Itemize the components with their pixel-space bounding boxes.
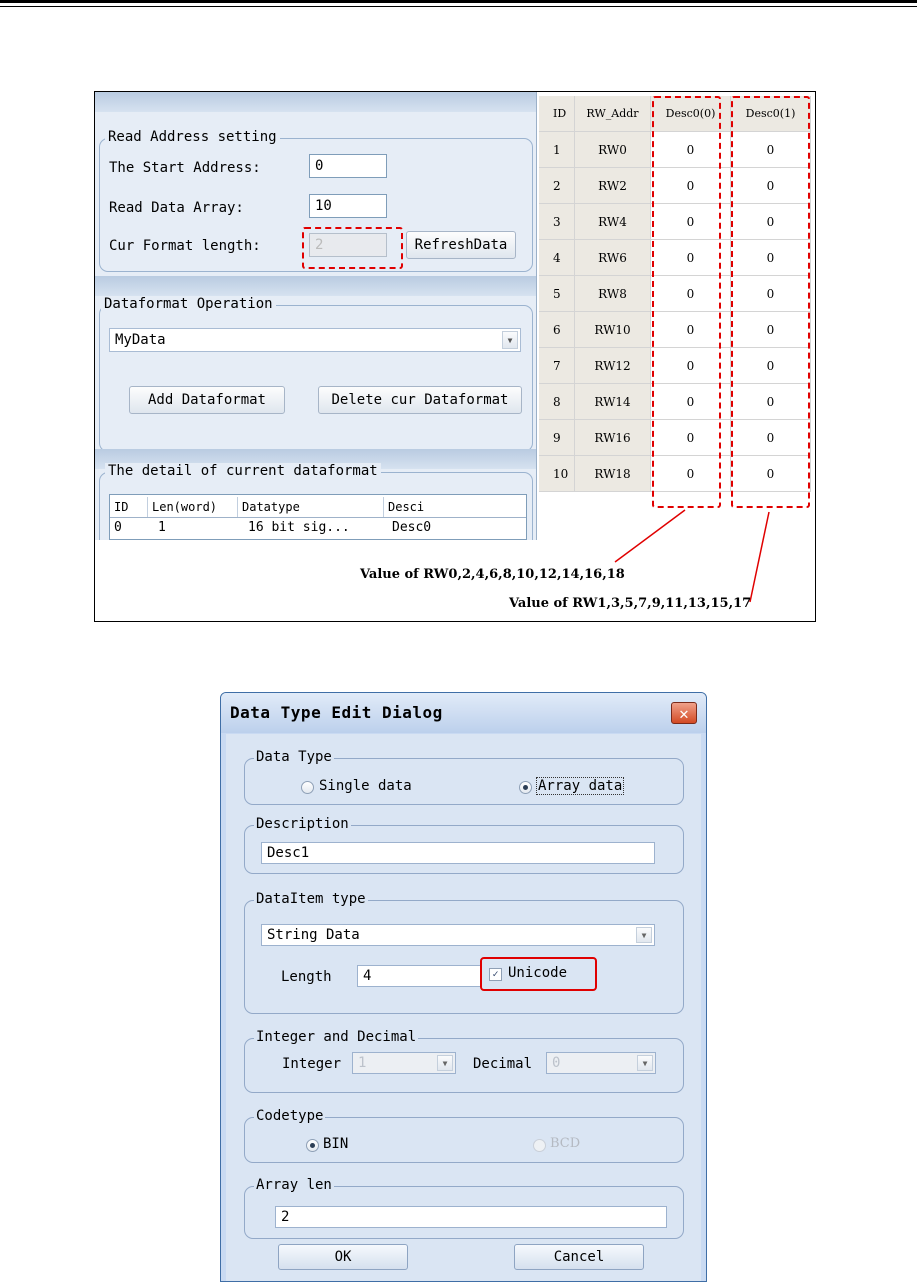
decimal-label: Decimal <box>473 1056 533 1072</box>
grid-col-id: ID <box>539 96 575 132</box>
grid-col-addr: RW_Addr <box>575 96 651 132</box>
grid-cell-id: 5 <box>539 276 575 312</box>
grid-cell-value[interactable]: 0 <box>731 240 811 276</box>
grid-cell-addr: RW18 <box>575 456 651 492</box>
grid-cell-value[interactable]: 0 <box>731 348 811 384</box>
integer-select <box>352 1052 456 1074</box>
grid-cell-value[interactable]: 0 <box>651 132 731 168</box>
array-len-input[interactable]: 2 <box>275 1206 667 1228</box>
even-values-caption: Value of RW0,2,4,6,8,10,12,14,16,18 <box>360 567 625 582</box>
single-data-label[interactable]: Single data <box>319 778 412 794</box>
page-top-rule-thin <box>0 6 917 7</box>
bin-label[interactable]: BIN <box>323 1136 349 1152</box>
grid-cell-id: 6 <box>539 312 575 348</box>
detail-cell-desc: Desc0 <box>392 520 432 535</box>
dataformat-select-value: MyData <box>115 332 166 348</box>
grid-cell-value[interactable]: 0 <box>651 312 731 348</box>
grid-cell-value[interactable]: 0 <box>651 456 731 492</box>
detail-cell-datatype: 16 bit sig... <box>248 520 350 535</box>
cancel-button[interactable]: Cancel <box>514 1244 644 1270</box>
odd-pointer-line <box>750 512 769 602</box>
grid-cell-id: 8 <box>539 384 575 420</box>
bin-radio[interactable] <box>306 1139 319 1152</box>
dialog-body <box>226 734 701 1282</box>
dataitem-type-select-value: String Data <box>267 927 360 943</box>
codetype-group-title: Codetype <box>256 1108 324 1124</box>
start-address-label: The Start Address: <box>109 160 261 176</box>
chevron-down-icon[interactable]: ▼ <box>636 927 652 943</box>
detail-col-datatype: Datatype <box>238 497 384 517</box>
chevron-down-icon[interactable]: ▼ <box>502 331 518 349</box>
close-icon[interactable]: ✕ <box>671 702 697 724</box>
cur-format-input: 2 <box>309 233 387 257</box>
unicode-checkbox[interactable]: ✓ <box>489 968 502 981</box>
dialog-titlebar[interactable] <box>221 693 706 733</box>
odd-values-caption: Value of RW1,3,5,7,9,11,13,15,17 <box>509 596 752 611</box>
add-dataformat-button[interactable]: Add Dataformat <box>129 386 285 414</box>
integer-select-value: 1 <box>358 1055 367 1071</box>
annotation-arrows <box>95 92 817 623</box>
description-input[interactable]: Desc1 <box>261 842 655 864</box>
grid-cell-value[interactable]: 0 <box>651 276 731 312</box>
grid-cell-value[interactable]: 0 <box>651 420 731 456</box>
data-type-edit-dialog <box>220 692 707 1282</box>
array-data-radio[interactable] <box>519 781 532 794</box>
grid-cell-id: 10 <box>539 456 575 492</box>
bcd-radio <box>533 1139 546 1152</box>
read-array-input[interactable]: 10 <box>309 194 387 218</box>
grid-cell-id: 1 <box>539 132 575 168</box>
single-data-radio[interactable] <box>301 781 314 794</box>
start-address-input[interactable]: 0 <box>309 154 387 178</box>
read-address-group-title: Read Address setting <box>105 129 280 145</box>
grid-cell-value[interactable]: 0 <box>731 420 811 456</box>
length-input[interactable]: 4 <box>357 965 481 987</box>
grid-cell-value[interactable]: 0 <box>731 312 811 348</box>
grid-cell-addr: RW8 <box>575 276 651 312</box>
decimal-select <box>546 1052 656 1074</box>
read-array-label: Read Data Array: <box>109 200 244 216</box>
grid-cell-addr: RW14 <box>575 384 651 420</box>
grid-cell-addr: RW6 <box>575 240 651 276</box>
grid-cell-addr: RW0 <box>575 132 651 168</box>
grid-cell-value[interactable]: 0 <box>651 384 731 420</box>
grid-cell-value[interactable]: 0 <box>731 276 811 312</box>
page-top-rule <box>0 0 917 3</box>
grid-cell-id: 4 <box>539 240 575 276</box>
ok-button[interactable]: OK <box>278 1244 408 1270</box>
even-pointer-line <box>615 510 685 562</box>
description-group-title: Description <box>256 816 349 832</box>
grid-cell-value[interactable]: 0 <box>651 204 731 240</box>
refresh-data-button[interactable]: RefreshData <box>406 231 516 259</box>
dataformat-operation-group-title: Dataformat Operation <box>101 296 276 312</box>
decimal-select-value: 0 <box>552 1055 561 1071</box>
unicode-label[interactable]: Unicode <box>508 965 568 981</box>
dataitem-type-select[interactable] <box>261 924 655 946</box>
figure-read-data-window <box>94 91 816 622</box>
detail-cell-id: 0 <box>114 520 122 535</box>
detail-cell-len: 1 <box>158 520 166 535</box>
detail-col-len: Len(word) <box>148 497 238 517</box>
array-len-group-title: Array len <box>256 1177 332 1193</box>
grid-cell-addr: RW4 <box>575 204 651 240</box>
dataitem-type-group-title: DataItem type <box>256 891 366 907</box>
grid-cell-value[interactable]: 0 <box>731 168 811 204</box>
length-label: Length <box>281 969 332 985</box>
grid-cell-id: 9 <box>539 420 575 456</box>
grid-cell-value[interactable]: 0 <box>651 240 731 276</box>
chevron-down-icon: ▼ <box>437 1055 453 1071</box>
delete-dataformat-button[interactable]: Delete cur Dataformat <box>318 386 522 414</box>
array-data-label[interactable]: Array data <box>538 778 623 794</box>
grid-cell-addr: RW12 <box>575 348 651 384</box>
grid-cell-value[interactable]: 0 <box>731 456 811 492</box>
grid-cell-addr: RW16 <box>575 420 651 456</box>
data-type-group-title: Data Type <box>256 749 332 765</box>
chevron-down-icon: ▼ <box>637 1055 653 1071</box>
integer-decimal-group-title: Integer and Decimal <box>256 1029 417 1045</box>
grid-cell-value[interactable]: 0 <box>651 348 731 384</box>
grid-cell-id: 7 <box>539 348 575 384</box>
grid-col-desc0-1: Desc0(1) <box>731 96 811 132</box>
grid-cell-value[interactable]: 0 <box>651 168 731 204</box>
grid-cell-addr: RW10 <box>575 312 651 348</box>
grid-col-desc0-0: Desc0(0) <box>651 96 731 132</box>
detail-col-id: ID <box>110 497 148 517</box>
grid-cell-id: 3 <box>539 204 575 240</box>
grid-cell-value[interactable]: 0 <box>731 384 811 420</box>
detail-col-desc: Desci <box>384 497 527 517</box>
grid-cell-value[interactable]: 0 <box>731 204 811 240</box>
grid-cell-id: 2 <box>539 168 575 204</box>
grid-cell-addr: RW2 <box>575 168 651 204</box>
bcd-label: BCD <box>550 1136 581 1151</box>
cur-format-label: Cur Format length: <box>109 238 261 254</box>
integer-label: Integer <box>282 1056 342 1072</box>
grid-cell-value[interactable]: 0 <box>731 132 811 168</box>
dialog-title: Data Type Edit Dialog <box>230 703 443 722</box>
dataitem-type-group <box>244 900 684 1014</box>
detail-group-title: The detail of current dataformat <box>105 463 381 479</box>
